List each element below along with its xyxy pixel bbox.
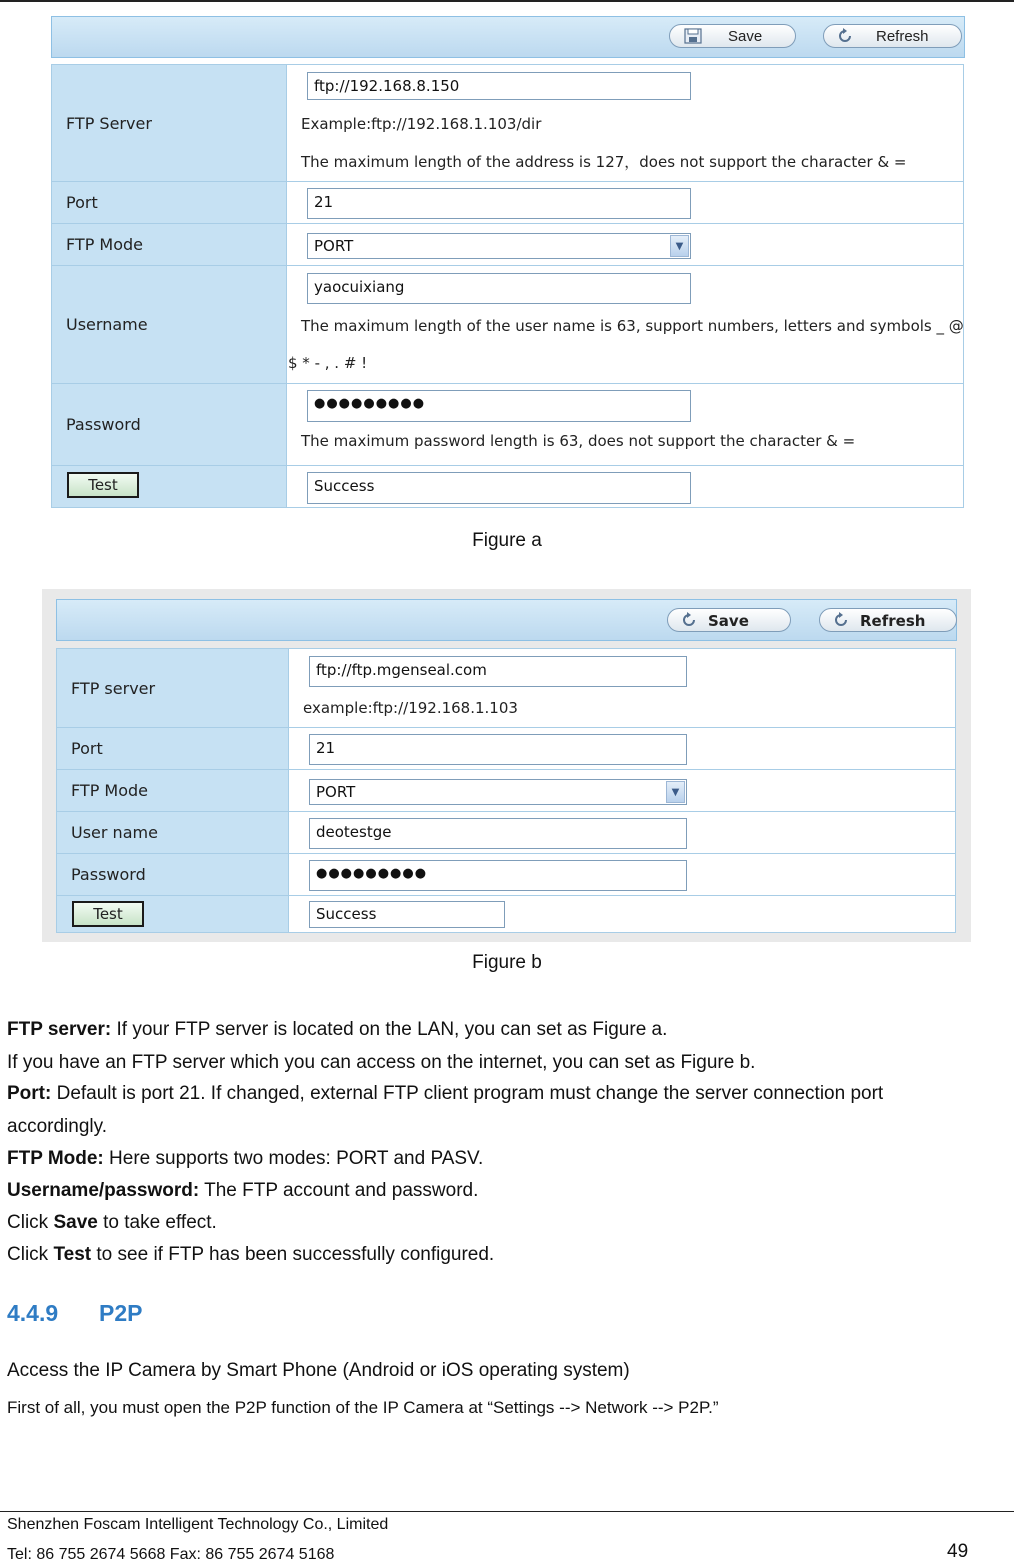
refresh-icon (832, 612, 850, 628)
click-test-pre: Click (7, 1244, 54, 1265)
click-save-paragraph (7, 1212, 217, 1234)
refresh-label: Refresh (860, 612, 926, 630)
port-input[interactable]: 21 (309, 734, 687, 765)
ftp-mode-select[interactable] (307, 233, 691, 259)
mode-term: FTP Mode: (7, 1148, 104, 1169)
section-title: P2P (99, 1300, 143, 1326)
ftp-server-input[interactable]: ftp://192.168.8.150 (307, 72, 691, 100)
p2p-instruction: First of all, you must open the P2P function of the IP Camera at “Settings --> Network --> P2P.” (7, 1398, 719, 1417)
port-input[interactable]: 21 (307, 188, 691, 219)
save-button[interactable] (667, 608, 791, 632)
figure-a-form (51, 64, 964, 508)
ftp-server-label: FTP Server (52, 65, 287, 182)
refresh-button[interactable] (823, 24, 962, 48)
page-number: 49 (947, 1541, 969, 1562)
test-button[interactable]: Test (72, 901, 144, 927)
ftp-mode-label: FTP Mode (52, 224, 287, 266)
mode-text: Here supports two modes: PORT and PASV. (103, 1148, 484, 1169)
password-label: Password (52, 384, 287, 466)
username-label: User name (57, 812, 289, 854)
footer-rule (0, 1511, 1014, 1512)
ftp-mode-value: PORT (314, 237, 354, 255)
click-test-post: to see if FTP has been successfully configured. (91, 1244, 495, 1265)
port-paragraph (7, 1083, 883, 1105)
port-text: Default is port 21. If changed, external FTP client program must change the server connection port (51, 1083, 884, 1104)
footer-contact: Tel: 86 755 2674 5668 Fax: 86 755 2674 5168 (7, 1546, 335, 1563)
click-save-pre: Click (7, 1212, 54, 1233)
ftp-server-example: Example:ftp://192.168.1.103/dir (301, 115, 542, 133)
password-input[interactable]: ●●●●●●●●● (307, 390, 691, 422)
user-term: Username/password: (7, 1180, 200, 1201)
p2p-intro: Access the IP Camera by Smart Phone (Android or iOS operating system) (7, 1360, 630, 1381)
test-cell (57, 896, 289, 933)
test-result: Success (309, 901, 505, 928)
test-term: Test (53, 1244, 92, 1265)
ftp-server-label: FTP server (57, 649, 289, 728)
internet-paragraph: If you have an FTP server which you can access on the internet, you can set as Figure b. (7, 1052, 756, 1073)
port-label: Port (52, 182, 287, 224)
top-rule (0, 0, 1014, 2)
ftp-server-term: FTP server: (7, 1019, 112, 1040)
figure-b-form (56, 648, 956, 933)
test-result: Success (307, 472, 691, 504)
ftp-server-note: The maximum length of the address is 127，does not support the character & = (301, 153, 907, 171)
ftp-mode-value: PORT (316, 783, 356, 801)
save-label: Save (728, 28, 763, 45)
password-label: Password (57, 854, 289, 896)
username-note-line2: $ * - , . # ! (288, 354, 368, 372)
save-button[interactable] (669, 24, 796, 48)
ftp-server-paragraph (7, 1019, 667, 1041)
figure-b-toolbar (56, 599, 957, 641)
figure-b-caption: Figure b (472, 952, 542, 973)
port-term: Port: (7, 1083, 52, 1104)
refresh-icon (680, 612, 698, 628)
ftp-mode-select[interactable] (309, 779, 687, 805)
save-label: Save (708, 612, 749, 630)
ftp-server-text: If your FTP server is located on the LAN, you can set as Figure a. (111, 1019, 668, 1040)
chevron-down-icon: ▼ (670, 235, 689, 257)
test-cell (52, 466, 287, 508)
password-note: The maximum password length is 63, does not support the character & = (301, 432, 856, 450)
username-note: The maximum length of the user name is 63, support numbers, letters and symbols _ @ (301, 317, 964, 335)
click-test-paragraph (7, 1244, 494, 1266)
refresh-label: Refresh (876, 28, 929, 45)
footer-company: Shenzhen Foscam Intelligent Technology Co., Limited (7, 1516, 389, 1533)
mode-paragraph (7, 1148, 483, 1170)
save-term: Save (53, 1212, 98, 1233)
username-label: Username (52, 266, 287, 384)
refresh-icon (836, 28, 854, 44)
port-label: Port (57, 728, 289, 770)
section-number: 4.4.9 (7, 1300, 59, 1326)
click-save-post: to take effect. (97, 1212, 217, 1233)
chevron-down-icon: ▼ (666, 781, 685, 803)
username-input[interactable]: deotestge (309, 818, 687, 849)
section-heading (7, 1300, 142, 1327)
refresh-button[interactable] (819, 608, 957, 632)
save-icon (684, 28, 702, 44)
test-button[interactable]: Test (67, 472, 139, 498)
password-input[interactable]: ●●●●●●●●● (309, 860, 687, 891)
user-paragraph (7, 1180, 478, 1202)
port-paragraph-cont: accordingly. (7, 1116, 107, 1137)
ftp-server-input[interactable]: ftp://ftp.mgenseal.com (309, 656, 687, 687)
ftp-server-example: example:ftp://192.168.1.103 (303, 699, 518, 717)
username-input[interactable]: yaocuixiang (307, 273, 691, 304)
figure-a-caption: Figure a (472, 530, 542, 551)
figure-a-toolbar (51, 16, 965, 58)
user-text: The FTP account and password. (199, 1180, 479, 1201)
ftp-mode-label: FTP Mode (57, 770, 289, 812)
